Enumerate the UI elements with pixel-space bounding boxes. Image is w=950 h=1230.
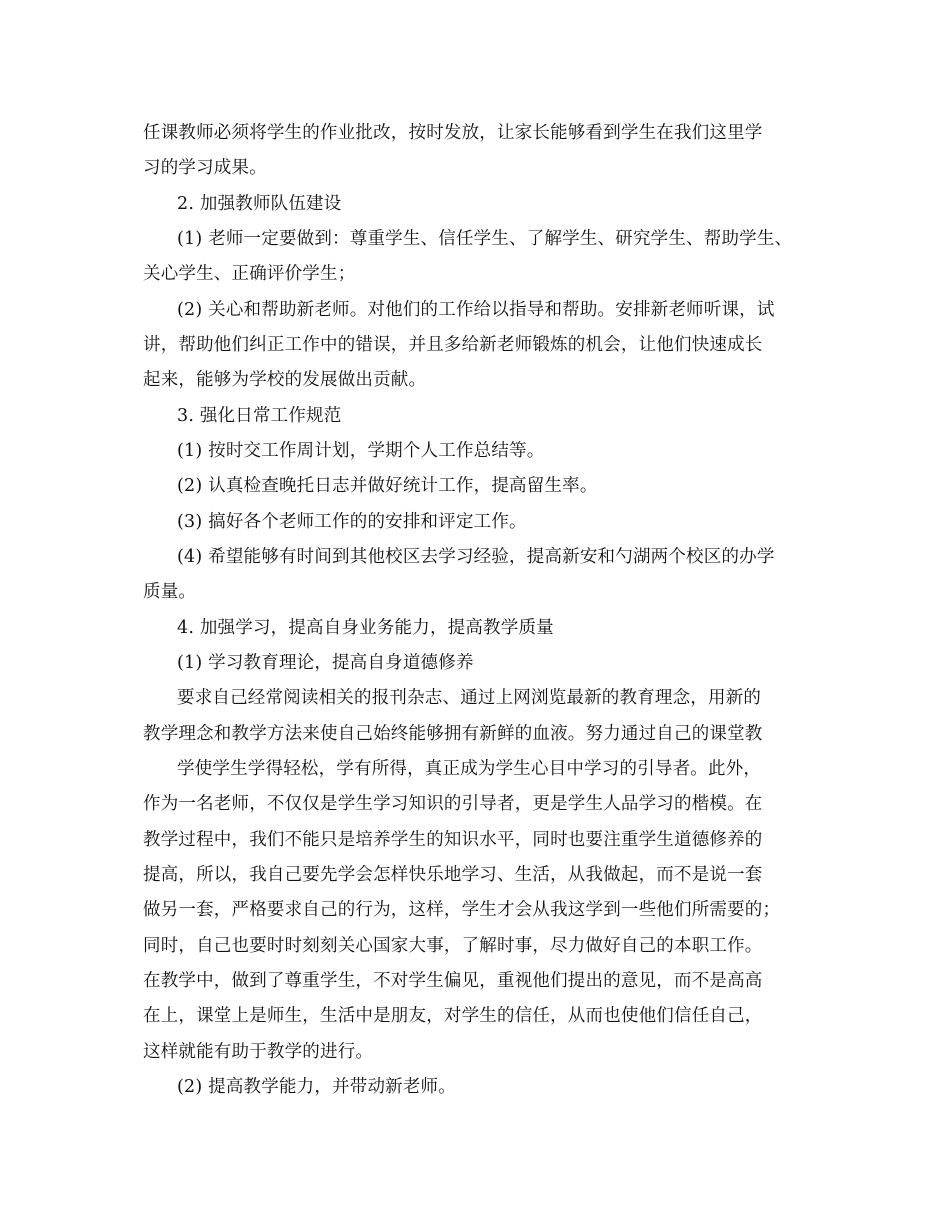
body-text-line: 教学理念和教学方法来使自己始终能够拥有新鲜的血液。努力通过自己的课堂教 bbox=[143, 724, 763, 744]
body-text-line: 习的学习成果。 bbox=[143, 158, 267, 178]
list-item: (3) 搞好各个老师工作的的安排和评定工作。 bbox=[177, 512, 527, 532]
body-text-line: 质量。 bbox=[143, 582, 197, 602]
body-text-line: 在教学中，做到了尊重学生，不对学生偏见，重视他们提出的意见，而不是高高 bbox=[143, 971, 763, 991]
body-text-line: 同时，自己也要时时刻刻关心国家大事，了解时事，尽力做好自己的本职工作。 bbox=[143, 936, 763, 956]
body-text-line: 关心学生、正确评价学生； bbox=[143, 264, 356, 284]
section-heading: 4. 加强学习，提高自身业务能力，提高教学质量 bbox=[177, 618, 554, 638]
body-text-line: 讲，帮助他们纠正工作中的错误，并且多给新老师锻炼的机会，让他们快速成长 bbox=[143, 335, 763, 355]
body-text-line: 在上，课堂上是师生，生活中是朋友，对学生的信任，从而也使他们信任自己， bbox=[143, 1006, 763, 1026]
body-text-line: 起来，能够为学校的发展做出贡献。 bbox=[143, 370, 427, 390]
body-text-line: 作为一名老师，不仅仅是学生学习知识的引导者，更是学生人品学习的楷模。在 bbox=[143, 794, 763, 814]
body-text-line: 学使学生学得轻松，学有所得，真正成为学生心目中学习的引导者。此外， bbox=[177, 759, 762, 779]
section-heading: 3. 强化日常工作规范 bbox=[177, 406, 342, 426]
body-text-line: 提高，所以，我自己要先学会怎样快乐地学习、生活，从我做起，而不是说一套 bbox=[143, 865, 763, 885]
list-item: (1) 按时交工作周计划，学期个人工作总结等。 bbox=[177, 441, 545, 461]
list-item: (2) 提高教学能力，并带动新老师。 bbox=[177, 1077, 456, 1097]
list-item: (2) 关心和帮助新老师。对他们的工作给以指导和帮助。安排新老师听课，试 bbox=[177, 300, 775, 320]
section-heading: 2. 加强教师队伍建设 bbox=[177, 194, 342, 214]
body-text-line: 任课教师必须将学生的作业批改，按时发放，让家长能够看到学生在我们这里学 bbox=[143, 123, 763, 143]
list-item: (1) 老师一定要做到：尊重学生、信任学生、了解学生、研究学生、帮助学生、 bbox=[177, 229, 793, 249]
body-text-line: 要求自己经常阅读相关的报刊杂志、通过上网浏览最新的教育理念，用新的 bbox=[177, 688, 762, 708]
body-text-line: 做另一套，严格要求自己的行为，这样，学生才会从我这学到一些他们所需要的； bbox=[143, 900, 781, 920]
body-text-line: 这样就能有助于教学的进行。 bbox=[143, 1042, 374, 1062]
list-item: (4) 希望能够有时间到其他校区去学习经验，提高新安和勺湖两个校区的办学 bbox=[177, 547, 775, 567]
list-item: (2) 认真检查晚托日志并做好统计工作，提高留生率。 bbox=[177, 476, 598, 496]
list-item: (1) 学习教育理论，提高自身道德修养 bbox=[177, 653, 474, 673]
body-text-line: 教学过程中，我们不能只是培养学生的知识水平，同时也要注重学生道德修养的 bbox=[143, 830, 763, 850]
